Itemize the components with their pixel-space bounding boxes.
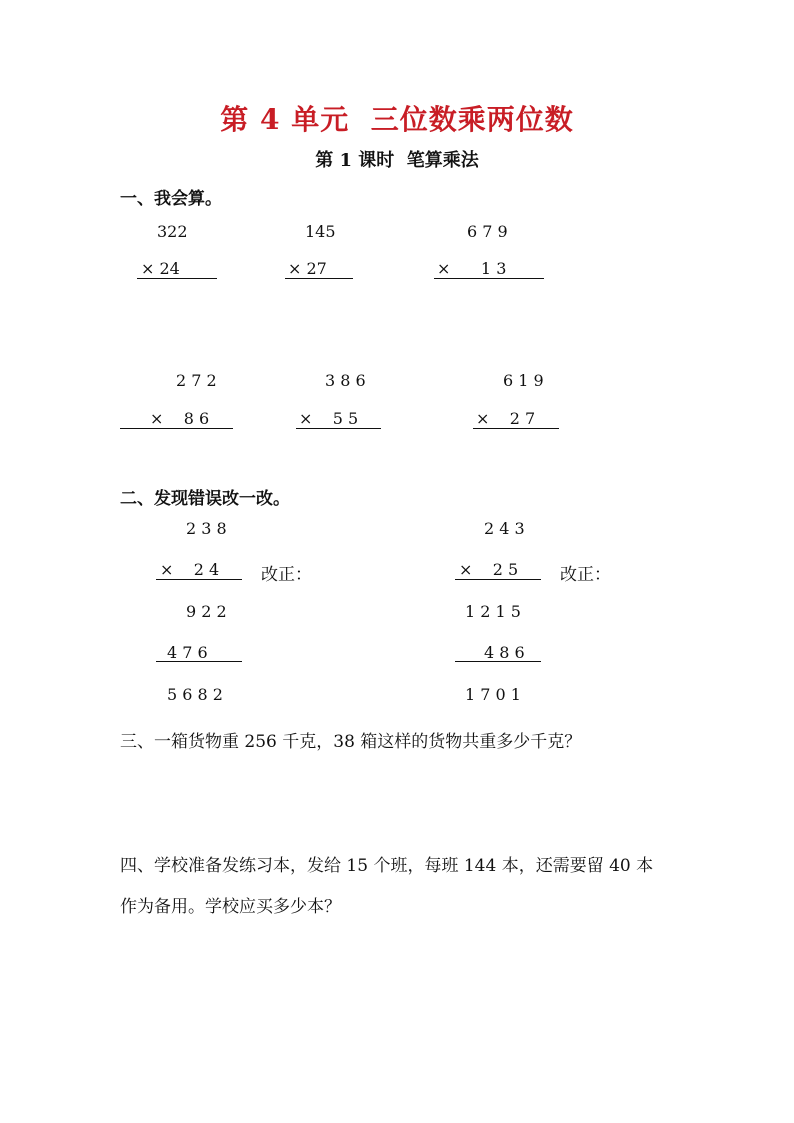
problem-3-multiplier: × 1 3 [437,259,507,278]
error-left-underline-1 [156,579,242,580]
error-left-top: 2 3 8 [186,519,227,538]
error-right-partial-1: 1 2 1 5 [465,602,521,621]
problem-2-top: 145 [305,222,336,241]
problem-1-top: 322 [157,222,188,241]
problem-5-underline [296,428,381,429]
page-title: 第 4 单元 三位数乘两位数 [220,103,574,136]
page-subtitle: 第 1 课时 笔算乘法 [315,150,479,171]
problem-2-multiplier: × 27 [288,259,327,278]
error-left-partial-1: 9 2 2 [186,602,227,621]
problem-5-top: 3 8 6 [325,371,366,390]
error-left-partial-2: 4 7 6 [167,643,208,662]
problem-2-underline [285,278,353,279]
section-1-heading: 一、我会算。 [120,189,222,209]
error-right-top: 2 4 3 [484,519,525,538]
problem-1-underline [137,278,217,279]
problem-5-multiplier: × 5 5 [299,409,359,428]
error-right-partial-2: 4 8 6 [484,643,525,662]
error-left-correction-label: 改正： [261,565,312,585]
error-right-result: 1 7 0 1 [465,685,521,704]
problem-4-top: 2 7 2 [176,371,217,390]
section-4-question-line-1: 四、学校准备发练习本，发给 15 个班，每班 144 本，还需要留 40 本 [120,856,654,876]
problem-4-multiplier: × 8 6 [150,409,210,428]
problem-3-underline [434,278,544,279]
problem-4-underline [120,428,233,429]
problem-3-top: 6 7 9 [467,222,508,241]
error-right-underline-2 [455,661,541,662]
problem-1-multiplier: × 24 [141,259,180,278]
problem-6-multiplier: × 2 7 [476,409,536,428]
problem-6-underline [473,428,559,429]
error-right-correction-label: 改正： [560,565,611,585]
problem-6-top: 6 1 9 [503,371,544,390]
error-left-underline-2 [156,661,242,662]
error-right-underline-1 [455,579,541,580]
error-right-multiplier: × 2 5 [459,560,519,579]
section-2-heading: 二、发现错误改一改。 [120,489,290,509]
error-left-multiplier: × 2 4 [160,560,220,579]
section-4-question-line-2: 作为备用。学校应买多少本？ [120,897,341,917]
section-3-question: 三、一箱货物重 256 千克，38 箱这样的货物共重多少千克？ [120,732,582,752]
error-left-result: 5 6 8 2 [167,685,223,704]
